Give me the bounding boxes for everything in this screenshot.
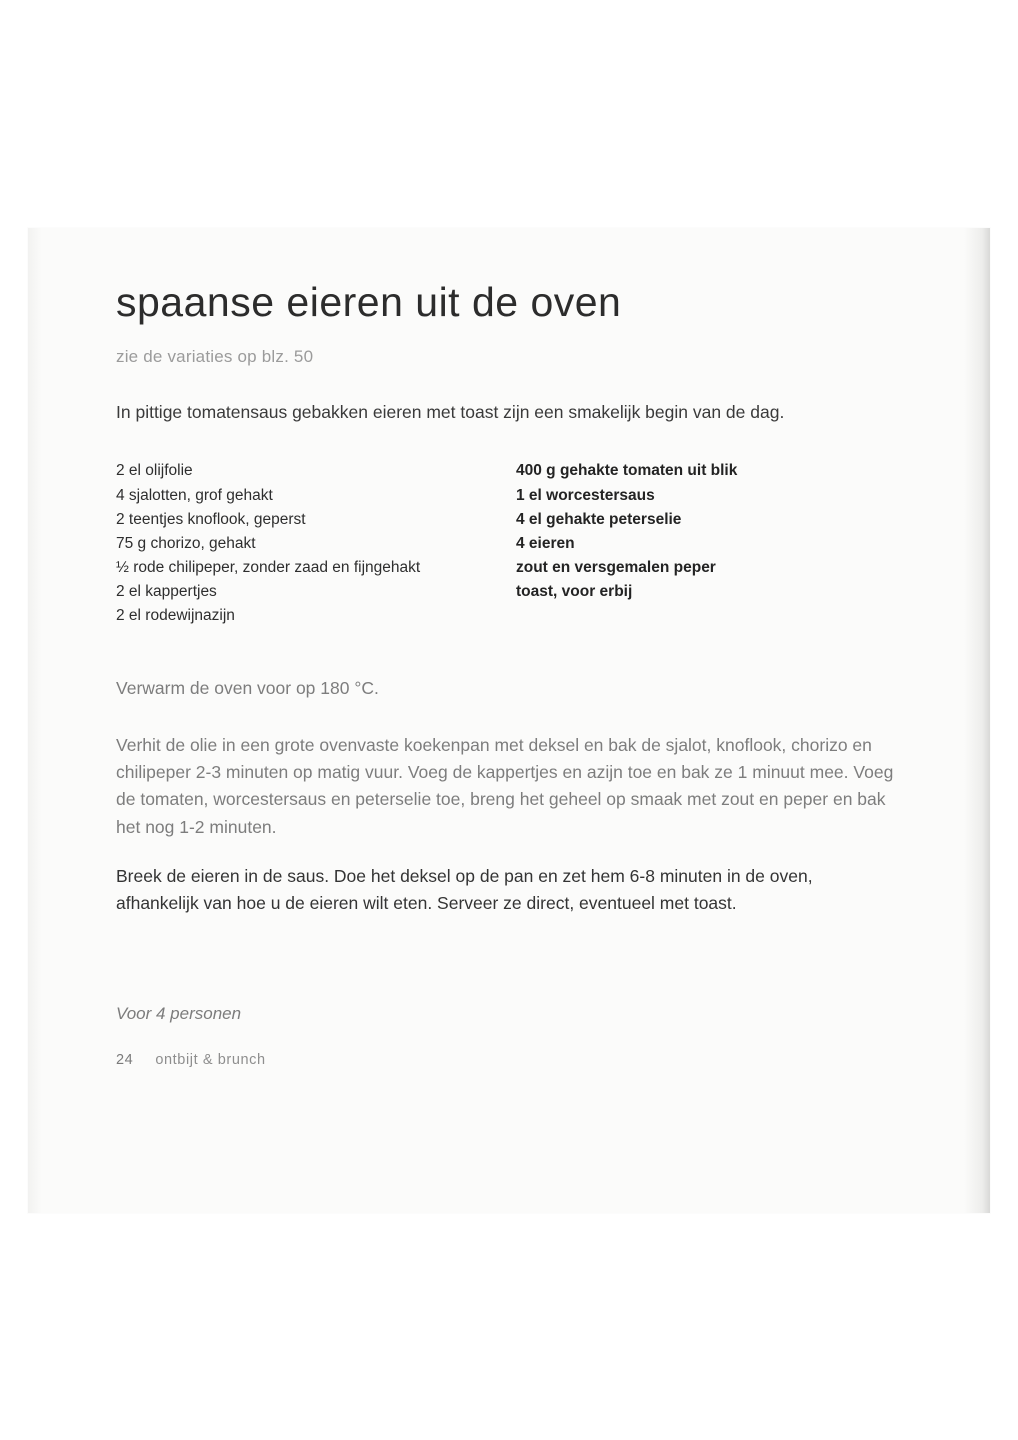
instruction-step: Verhit de olie in een grote ovenvaste koekenpan met deksel en bak de sjalot, knoflook, chorizo en chilipeper 2-3 minuten op matig vuur. Voeg de kappertjes en azijn toe en bak ze 1 minuut mee. Voeg de tomaten, worcestersaus en peterselie toe, breng het geheel op smaak met zout en peper en bak het nog 1-2 minuten.	[116, 734, 894, 837]
page-footer	[116, 1052, 906, 1068]
list-item: 4 sjalotten, grof gehakt	[116, 486, 273, 504]
instruction-step: Breek de eieren in de saus. Doe het deksel op de pan en zet hem 6-8 minuten in de oven, afhankelijk van hoe u de eieren wilt eten. Serveer ze direct, eventueel met toast.	[116, 866, 813, 914]
list-item: ½ rode chilipeper, zonder zaad en fijngehakt	[116, 559, 421, 577]
page-number: 24	[116, 1051, 134, 1068]
list-item: 1 el worcestersaus	[516, 486, 655, 504]
list-item: 2 el olijfolie	[116, 462, 193, 480]
ingredients-column-left	[116, 459, 516, 628]
list-item: 4 el gehakte peterselie	[516, 510, 682, 528]
recipe-page	[28, 228, 990, 1213]
servings-note: Voor 4 personen	[116, 1003, 242, 1023]
list-item: 4 eieren	[516, 534, 575, 552]
list-item: zout en versgemalen peper	[516, 559, 716, 577]
instruction-step: Verwarm de oven voor op 180 °C.	[116, 677, 379, 698]
list-item: 2 el kappertjes	[116, 583, 217, 601]
list-item: 400 g gehakte tomaten uit blik	[516, 462, 738, 480]
recipe-intro: In pittige tomatensaus gebakken eieren met toast zijn een smakelijk begin van de dag.	[116, 402, 785, 423]
ingredients-section	[116, 459, 906, 628]
chapter-label: ontbijt & brunch	[155, 1051, 266, 1068]
variation-note: zie de variaties op blz. 50	[116, 347, 314, 367]
page-title: spaanse eieren uit de oven	[116, 279, 622, 325]
list-item: toast, voor erbij	[516, 583, 633, 601]
list-item: 2 el rodewijnazijn	[116, 607, 235, 625]
list-item: 75 g chorizo, gehakt	[116, 534, 256, 552]
page-content	[116, 280, 906, 1068]
list-item: 2 teentjes knoflook, geperst	[116, 510, 306, 528]
ingredients-column-right	[516, 459, 906, 628]
